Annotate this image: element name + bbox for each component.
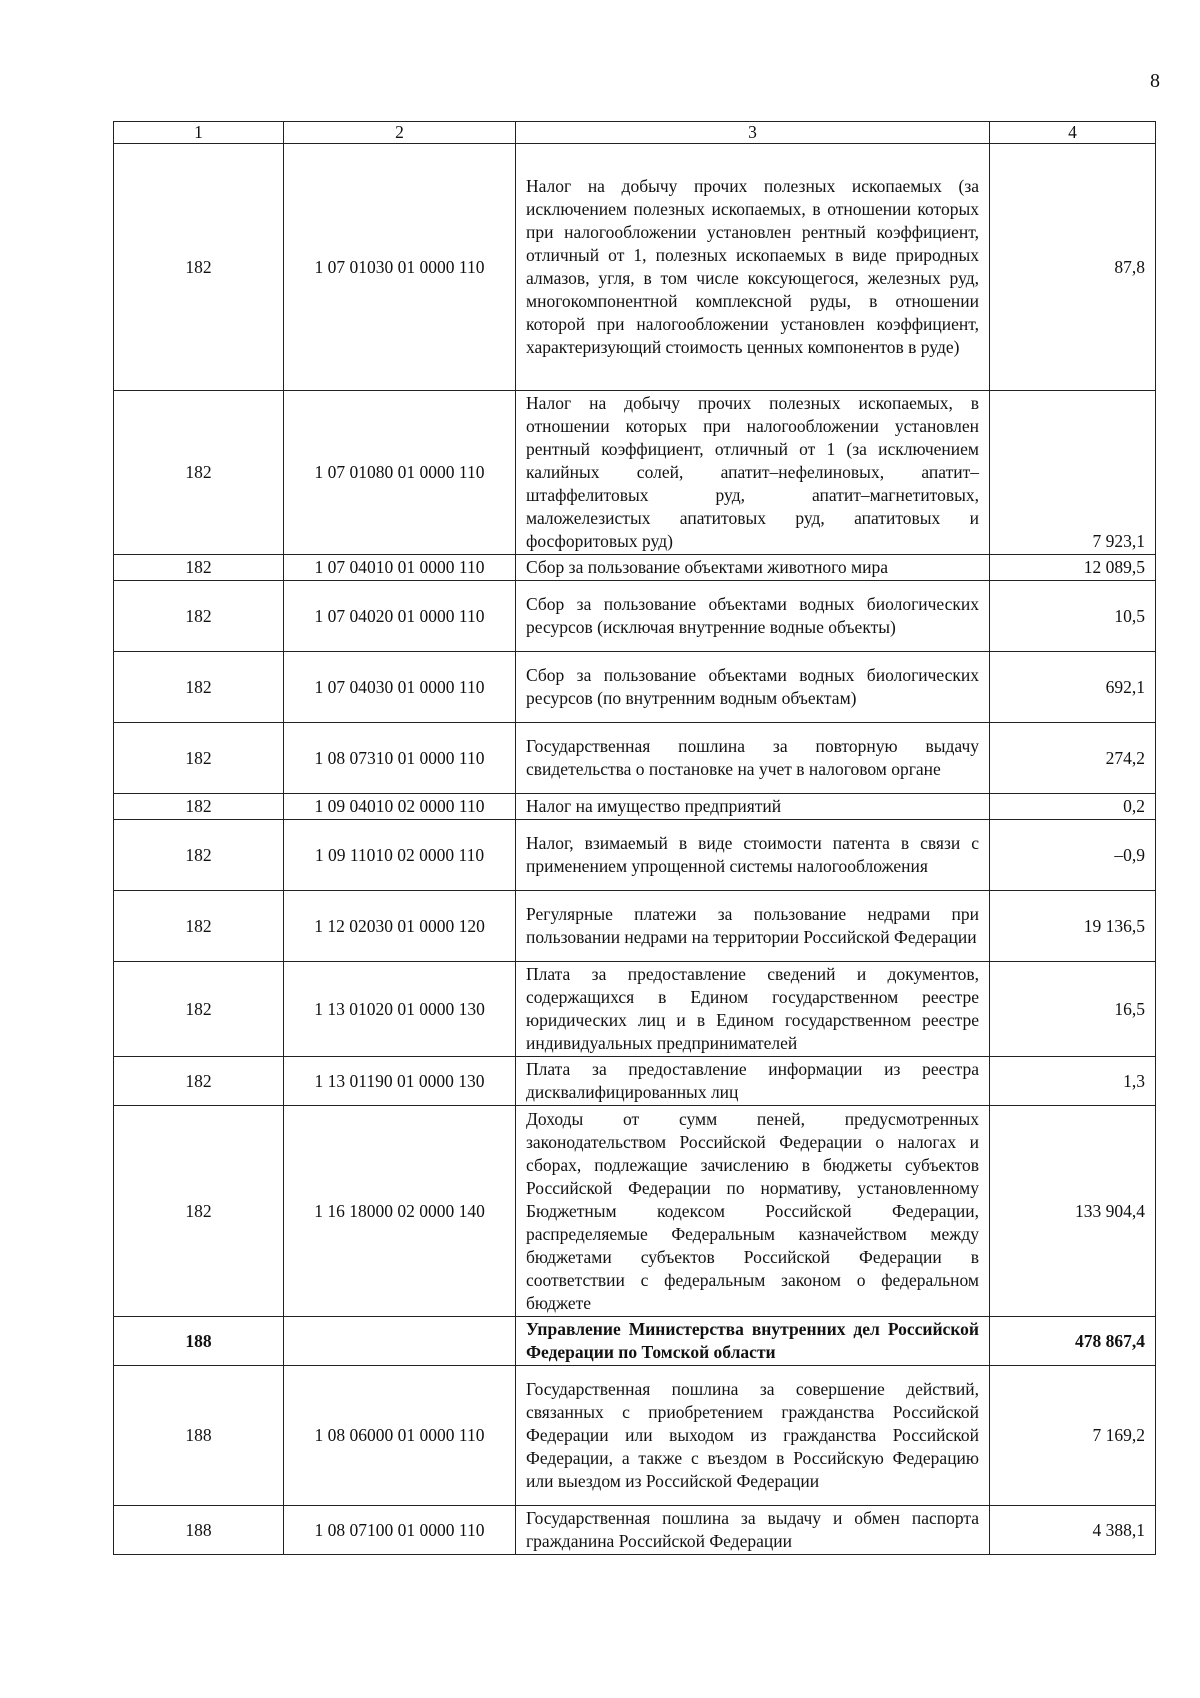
income-name-cell: Налог, взимаемый в виде стоимости патента в связи с применением упрощенной системы налогообложения [516,820,990,891]
admin-code-cell: 182 [114,391,284,555]
admin-code-cell: 188 [114,1366,284,1506]
table-row [114,581,1156,652]
table-row [114,555,1156,581]
amount-cell: 478 867,4 [990,1317,1156,1366]
admin-code-cell: 182 [114,723,284,794]
amount-cell: 16,5 [990,962,1156,1057]
column-header-3: 3 [516,122,990,144]
budget-code-cell: 1 08 06000 01 0000 110 [284,1366,516,1506]
admin-code-cell: 182 [114,962,284,1057]
admin-code-cell: 182 [114,652,284,723]
admin-code-cell: 182 [114,794,284,820]
table-row [114,1057,1156,1106]
budget-code-cell: 1 13 01190 01 0000 130 [284,1057,516,1106]
budget-code-cell [284,1317,516,1366]
budget-code-cell: 1 09 04010 02 0000 110 [284,794,516,820]
income-name-cell: Регулярные платежи за пользование недрами при пользовании недрами на территории Российской Федерации [516,891,990,962]
table-row [114,1366,1156,1506]
table-row [114,794,1156,820]
table-row [114,891,1156,962]
income-name-cell: Сбор за пользование объектами животного мира [516,555,990,581]
table-row [114,820,1156,891]
income-name-cell: Сбор за пользование объектами водных биологических ресурсов (исключая внутренние водные объекты) [516,581,990,652]
amount-cell: 274,2 [990,723,1156,794]
table-row [114,1506,1156,1555]
revenue-table [113,121,1156,1555]
income-name-cell: Плата за предоставление информации из реестра дисквалифицированных лиц [516,1057,990,1106]
amount-cell: 0,2 [990,794,1156,820]
amount-cell: –0,9 [990,820,1156,891]
budget-code-cell: 1 09 11010 02 0000 110 [284,820,516,891]
table-row [114,962,1156,1057]
budget-code-cell: 1 13 01020 01 0000 130 [284,962,516,1057]
amount-cell: 87,8 [990,144,1156,391]
table-row [114,144,1156,391]
income-name-cell: Государственная пошлина за повторную выдачу свидетельства о постановке на учет в налоговом органе [516,723,990,794]
admin-code-cell: 188 [114,1317,284,1366]
amount-cell: 19 136,5 [990,891,1156,962]
table-row [114,723,1156,794]
income-name-cell: Плата за предоставление сведений и документов, содержащихся в Едином государственном реестре юридических лиц и в Едином государственном реестре индивидуальных предпринимателей [516,962,990,1057]
budget-code-cell: 1 08 07100 01 0000 110 [284,1506,516,1555]
budget-code-cell: 1 07 01080 01 0000 110 [284,391,516,555]
administrator-header-row [114,1317,1156,1366]
budget-code-cell: 1 16 18000 02 0000 140 [284,1106,516,1317]
amount-cell: 7 169,2 [990,1366,1156,1506]
amount-cell: 1,3 [990,1057,1156,1106]
column-header-2: 2 [284,122,516,144]
budget-code-cell: 1 08 07310 01 0000 110 [284,723,516,794]
admin-code-cell: 182 [114,581,284,652]
amount-cell: 12 089,5 [990,555,1156,581]
income-name-cell: Государственная пошлина за совершение действий, связанных с приобретением гражданства Российской Федерации или выходом из гражданства Российской Федерации, а также с въездом в Российскую Федерацию или выездом из Российской Федерации [516,1366,990,1506]
admin-code-cell: 182 [114,555,284,581]
income-name-cell: Налог на имущество предприятий [516,794,990,820]
column-header-4: 4 [990,122,1156,144]
amount-cell: 692,1 [990,652,1156,723]
page-number: 8 [1150,70,1160,92]
budget-code-cell: 1 07 04010 01 0000 110 [284,555,516,581]
amount-cell: 4 388,1 [990,1506,1156,1555]
budget-code-cell: 1 07 04020 01 0000 110 [284,581,516,652]
admin-code-cell: 182 [114,1106,284,1317]
budget-code-cell: 1 07 04030 01 0000 110 [284,652,516,723]
table-row [114,391,1156,555]
budget-code-cell: 1 12 02030 01 0000 120 [284,891,516,962]
income-name-cell: Государственная пошлина за выдачу и обмен паспорта гражданина Российской Федерации [516,1506,990,1555]
admin-code-cell: 182 [114,1057,284,1106]
column-header-1: 1 [114,122,284,144]
income-name-cell: Доходы от сумм пеней, предусмотренных законодательством Российской Федерации о налогах и сборах, подлежащие зачислению в бюджеты субъектов Российской Федерации по нормативу, установленному Бюджетным кодексом Российской Федерации, распределяемые Федеральным казначейством между бюджетами субъектов Российской Федерации в соответствии с федеральным законом о федеральном бюджете [516,1106,990,1317]
amount-cell: 10,5 [990,581,1156,652]
income-name-cell: Налог на добычу прочих полезных ископаемых (за исключением полезных ископаемых, в отношении которых при налогообложении установлен рентный коэффициент, отличный от 1, полезных ископаемых в виде природных алмазов, угля, в том числе коксующегося, железных руд, многокомпонентной комплексной руды, в отношении которой при налогообложении установлен коэффициент, характеризующий стоимость ценных компонентов в руде) [516,144,990,391]
table-row [114,652,1156,723]
admin-code-cell: 182 [114,820,284,891]
amount-cell: 7 923,1 [990,391,1156,555]
income-name-cell: Налог на добычу прочих полезных ископаемых, в отношении которых при налогообложении установлен рентный коэффициент, отличный от 1 (за исключением калийных солей, апатит–нефелиновых, апатит–штаффелитовых руд, апатит–магнетитовых, маложелезистых апатитовых руд, апатитовых и фосфоритовых руд) [516,391,990,555]
admin-code-cell: 188 [114,1506,284,1555]
table-header-row [114,122,1156,144]
administrator-name-cell: Управление Министерства внутренних дел Российской Федерации по Томской области [516,1317,990,1366]
income-name-cell: Сбор за пользование объектами водных биологических ресурсов (по внутренним водным объектам) [516,652,990,723]
amount-cell: 133 904,4 [990,1106,1156,1317]
budget-code-cell: 1 07 01030 01 0000 110 [284,144,516,391]
admin-code-cell: 182 [114,891,284,962]
admin-code-cell: 182 [114,144,284,391]
table-row [114,1106,1156,1317]
